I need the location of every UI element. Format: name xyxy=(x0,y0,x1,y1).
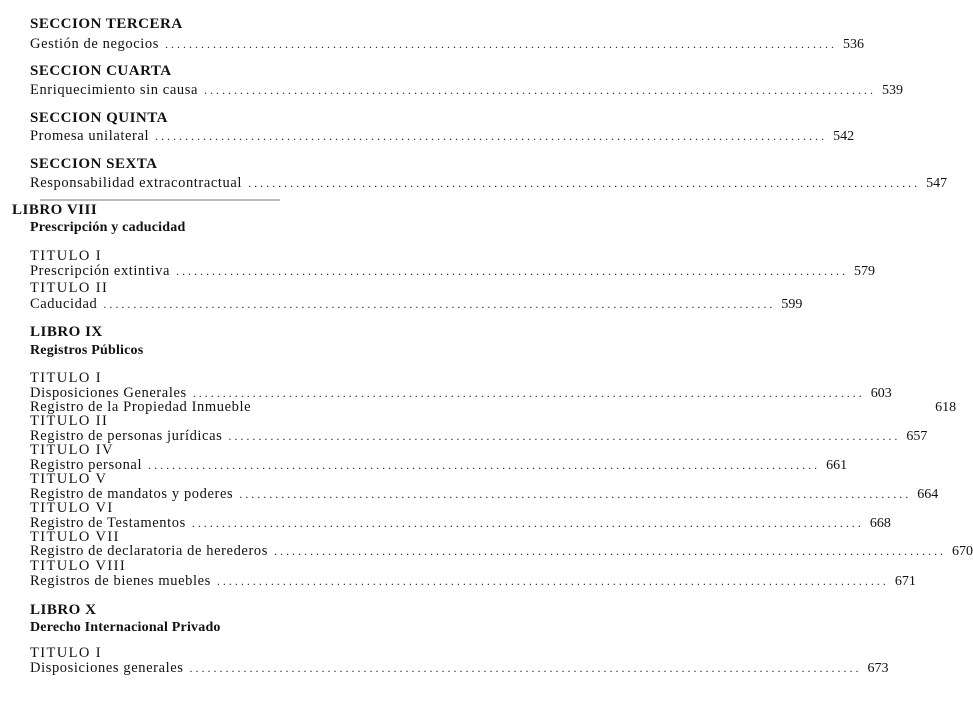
toc-entry xyxy=(30,36,864,53)
titulo-label: TITULO I xyxy=(30,645,102,661)
section-heading: SECCION SEXTA xyxy=(30,156,158,172)
entry-title: Registros de bienes muebles xyxy=(30,573,211,589)
entry-title: Registro de declaratoria de herederos xyxy=(30,543,268,559)
titulo-label: TITULO VI xyxy=(30,500,114,516)
toc-entry xyxy=(30,263,876,280)
page-number: 536 xyxy=(843,37,864,52)
entry-title: Responsabilidad extracontractual xyxy=(30,175,243,191)
section-heading: SECCION QUINTA xyxy=(30,110,168,126)
titulo-label: TITULO VIII xyxy=(30,558,127,574)
dot-leader: ................................................................................................................ xyxy=(274,544,946,558)
dot-leader: ................................................................................................................ xyxy=(165,37,837,51)
page-number: 673 xyxy=(867,661,889,676)
section-heading: SECCION CUARTA xyxy=(30,63,172,79)
libro-subtitle: Derecho Internacional Privado xyxy=(30,620,221,635)
page-number: 579 xyxy=(854,264,876,279)
entry-title: Registro de personas jurídicas xyxy=(30,428,223,444)
toc-entry xyxy=(30,82,904,99)
dot-leader: ................................................................................................................ xyxy=(204,83,877,97)
dot-leader: ................................................................................................................ xyxy=(103,297,776,311)
page-number: 618 xyxy=(935,400,957,415)
libro-subtitle: Prescripción y caducidad xyxy=(30,220,186,235)
entry-title: Registro personal xyxy=(30,457,143,473)
toc-entry xyxy=(30,175,948,192)
libro-subtitle: Registros Públicos xyxy=(30,343,144,358)
toc-entry xyxy=(30,457,848,474)
dot-leader: ................................................................................................................ xyxy=(248,176,921,190)
entry-title: Caducidad xyxy=(30,296,98,312)
libro-heading: LIBRO X xyxy=(30,602,97,618)
page-number: 664 xyxy=(917,487,939,502)
entry-title: Registro de la Propiedad Inmueble xyxy=(30,399,252,415)
dot-leader: ................................................................................................................ xyxy=(155,129,828,143)
libro-heading: LIBRO IX xyxy=(30,324,103,340)
toc-entry xyxy=(30,399,957,416)
titulo-label: TITULO I xyxy=(30,248,102,264)
libro-heading: LIBRO VIII xyxy=(12,202,98,218)
titulo-label: TITULO VII xyxy=(30,529,120,545)
dot-leader: ................................................................................................................ xyxy=(148,458,821,472)
page-number: 603 xyxy=(870,386,892,401)
entry-title: Disposiciones Generales xyxy=(30,385,187,401)
dot-leader: ................................................................................................................ xyxy=(216,574,889,588)
titulo-label: TITULO V xyxy=(30,471,108,487)
page-number: 657 xyxy=(906,429,928,444)
entry-title: Gestión de negocios xyxy=(30,36,159,52)
page-number: 668 xyxy=(869,516,891,531)
entry-title: Registro de Testamentos xyxy=(30,515,186,531)
toc-entry xyxy=(30,573,916,590)
page-number: 661 xyxy=(826,458,848,473)
page-number: 671 xyxy=(894,574,916,589)
page-number: 599 xyxy=(781,297,803,312)
page-number: 539 xyxy=(882,83,904,98)
toc-entry xyxy=(30,660,889,677)
section-heading: SECCION TERCERA xyxy=(30,16,183,32)
page-number: 542 xyxy=(833,129,855,144)
dot-leader: ................................................................................................................ xyxy=(192,386,865,400)
entry-title: Registro de mandatos y poderes xyxy=(30,486,234,502)
dot-leader: ................................................................................................................ xyxy=(176,264,849,278)
toc-entry xyxy=(30,296,803,313)
dot-leader: ................................................................................................................ xyxy=(191,516,864,530)
entry-title: Disposiciones generales xyxy=(30,660,184,676)
entry-title: Enriquecimiento sin causa xyxy=(30,82,199,98)
dot-leader: ................................................................................................................ xyxy=(228,429,901,443)
print-smudge xyxy=(40,199,280,201)
titulo-label: TITULO I xyxy=(30,370,102,386)
dot-leader: ................................................................................................................ xyxy=(189,661,862,675)
page-number: 670 xyxy=(952,544,973,559)
entry-title: Prescripción extintiva xyxy=(30,263,171,279)
toc-entry xyxy=(30,128,855,145)
dot-leader: ................................................................................................................ xyxy=(239,487,912,501)
page-number: 547 xyxy=(926,176,948,191)
entry-title: Promesa unilateral xyxy=(30,128,150,144)
titulo-label: TITULO II xyxy=(30,280,109,296)
titulo-label: TITULO IV xyxy=(30,442,114,458)
titulo-label: TITULO II xyxy=(30,413,109,429)
